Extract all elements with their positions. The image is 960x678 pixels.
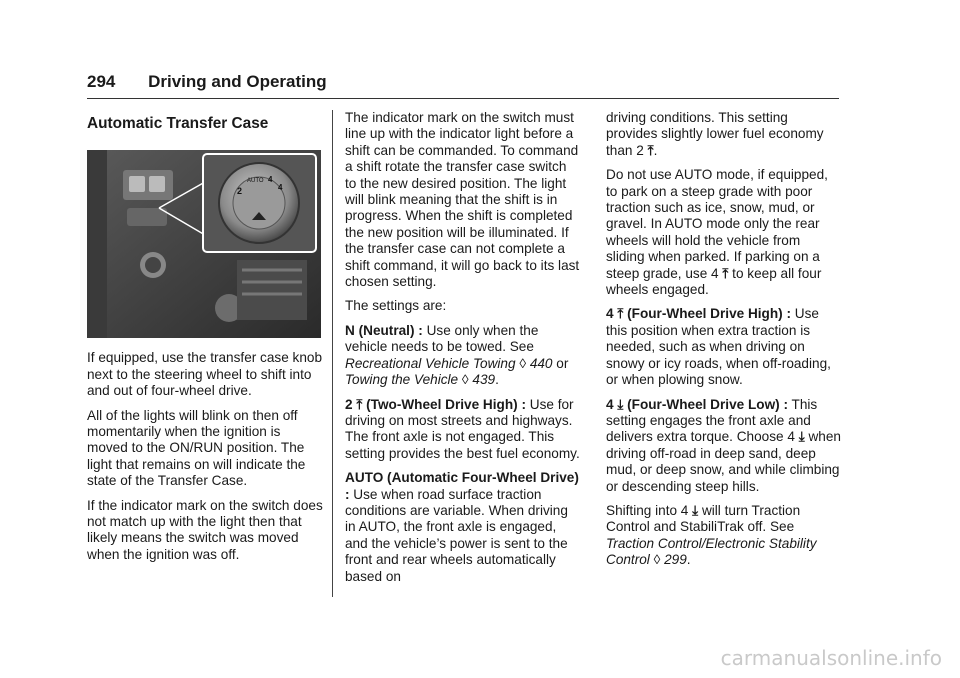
- section-title: Driving and Operating: [148, 72, 327, 91]
- down-arrow-icon: ⤓: [798, 429, 805, 445]
- column-divider: [332, 110, 333, 597]
- paragraph: If the indicator mark on the switch does not match up with the light then that likely means the switch was moved when the ignition was off.: [87, 497, 323, 562]
- knob-label-4-low: 4: [278, 183, 283, 193]
- paragraph: The settings are:: [345, 298, 447, 314]
- term: 4 ⤓ (Four-Wheel Drive Low) :: [606, 396, 788, 412]
- term: 4 ⤒ (Four-Wheel Drive High) :: [606, 306, 791, 322]
- term: AUTO (Automatic Four-Wheel Drive) :: [345, 470, 579, 502]
- header-rule: [87, 98, 839, 99]
- page-ref[interactable]: 439: [472, 372, 496, 388]
- up-arrow-icon: ⤒: [647, 142, 654, 158]
- term: 2 ⤒ (Two-Wheel Drive High) :: [345, 396, 526, 412]
- paragraph: driving conditions. This setting provides slightly lower fuel economy than 2 ⤒.: [606, 110, 824, 158]
- knob-label-auto: AUTO: [247, 178, 264, 185]
- four-high-setting: 4 ⤒ (Four-Wheel Drive High) : Use this position when extra traction is needed, such as when driving on snowy or icy roads, when off-roading, or when plowing snow.: [606, 306, 831, 388]
- page-ref[interactable]: 440: [529, 355, 553, 371]
- column-2: [345, 110, 581, 593]
- page-header: [87, 72, 327, 92]
- paragraph: The indicator mark on the switch must line up with the indicator light before a shift can be commanded. To command a shift rotate the transfer case switch to the new desired position. The light will blink meaning that the shift is in progress. When the shift is completed the new position will be illuminated. If the transfer case can not complete a shift command, it will go back to its last chosen setting.: [345, 110, 580, 290]
- section-heading: Automatic Transfer Case: [87, 115, 269, 132]
- paragraph: All of the lights will blink on then off momentarily when the ignition is moved to the ON/RUN position. The light that remains on will indicate the state of the Transfer Case.: [87, 407, 306, 489]
- paragraph: If equipped, use the transfer case knob next to the steering wheel to shift into and out of four-wheel drive.: [87, 350, 323, 399]
- page-ref-icon: ◊: [461, 372, 469, 388]
- knob-label-2: 2: [237, 186, 243, 197]
- knob-label-4-high: 4: [268, 175, 273, 185]
- page-ref-icon: ◊: [653, 552, 661, 568]
- neutral-setting: N (Neutral) : Use only when the vehicle needs to be towed. See Recreational Vehicle Towing ◊ 440 or Towing the Vehicle ◊ 439.: [345, 322, 569, 388]
- auto-setting: AUTO (Automatic Four-Wheel Drive) : Use when road surface traction conditions are variable. When driving in AUTO, the front axle is engaged, and the vehicle’s power is sent to the front and rear wheels automatically based on: [345, 470, 579, 584]
- column-1: [87, 112, 323, 571]
- two-high-setting: 2 ⤒ (Two-Wheel Drive High) : Use for driving on most streets and highways. The front axle is not engaged. This setting provides the best fuel economy.: [345, 396, 580, 461]
- four-low-setting: 4 ⤓ (Four-Wheel Drive Low) : This setting engages the front axle and delivers extra torque. Choose 4 ⤓ when driving off-road in deep sand, deep mud, or deep snow, and while climbing or descending steep hills.: [606, 396, 841, 494]
- page-ref[interactable]: 299: [664, 552, 687, 568]
- page-ref-icon: ◊: [519, 355, 527, 371]
- paragraph: Do not use AUTO mode, if equipped, to park on a steep grade with poor traction such as ice, snow, mud, or gravel. In AUTO mode only the rear wheels will hold the vehicle from sliding when parked. If parking on a steep grade, use 4 ⤒ to keep all four wheels engaged.: [606, 167, 828, 298]
- watermark[interactable]: carmanualsonline.info: [720, 646, 942, 670]
- paragraph: Shifting into 4 ⤓ will turn Traction Control and StabiliTrak off. See Traction Control/Electronic Stability Control ◊ 299.: [606, 502, 817, 568]
- cross-ref-link[interactable]: Towing the Vehicle: [345, 372, 459, 388]
- term: N (Neutral) :: [345, 322, 423, 338]
- cross-ref-link[interactable]: Recreational Vehicle Towing: [345, 355, 516, 371]
- column-3: [606, 110, 842, 577]
- down-arrow-icon: ⤓: [692, 502, 699, 518]
- cross-ref-link[interactable]: Traction Control/Electronic Stability Control: [606, 535, 817, 568]
- up-arrow-icon: ⤒: [722, 265, 729, 281]
- page-number: 294: [87, 72, 116, 91]
- transfer-case-knob-photo: [87, 150, 321, 338]
